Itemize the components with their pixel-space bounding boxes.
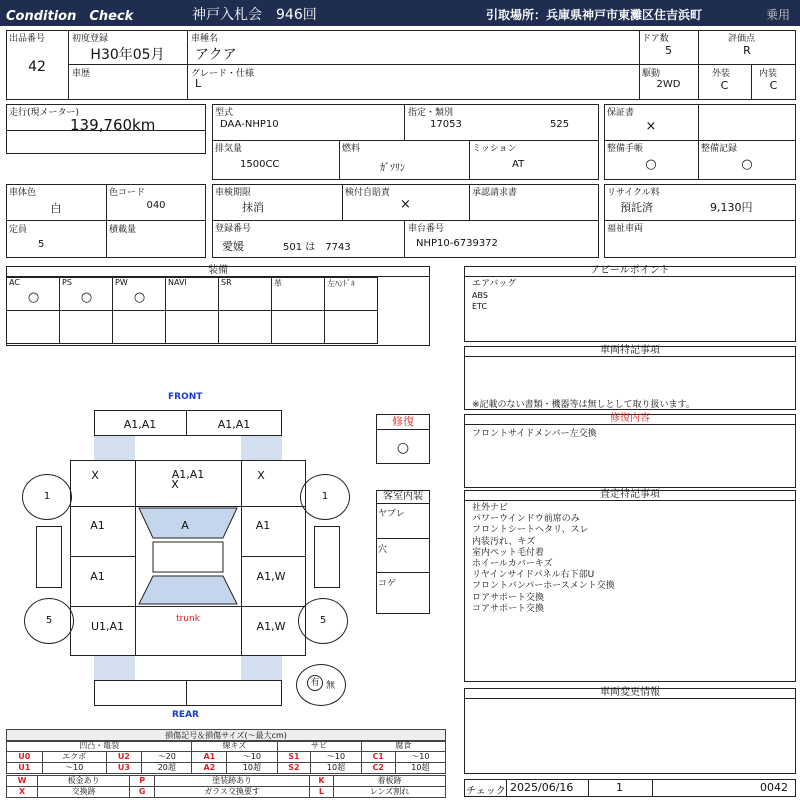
repair-content-text: フロントサイドメンバー左交換 [472, 429, 597, 439]
equip-value: ○ [133, 290, 146, 305]
legend-code: S2 [277, 763, 311, 774]
legend-code: U2 [106, 752, 142, 763]
car-name-label: 車種名 [191, 34, 219, 44]
equip-cell [112, 277, 166, 311]
check-date: 2025/06/16 [510, 781, 574, 794]
inspection-value: 抹消 [242, 201, 264, 214]
recycle-label: リサイクル料 [607, 188, 660, 198]
equip-label: SR [221, 278, 232, 287]
rear-label: REAR [172, 710, 199, 720]
appeal-title: アピールポイント [464, 266, 796, 277]
legend-table [6, 740, 446, 774]
equip-label: NAVI [168, 278, 187, 287]
repair-content-title: 修復内容 [464, 414, 796, 425]
insurance-label: 検付自賠責 [345, 188, 391, 198]
legend-code: L [309, 787, 333, 798]
equip-cell [218, 277, 272, 311]
interior-title: 客室内装 [376, 490, 430, 504]
front-label: FRONT [168, 392, 203, 402]
inspection-notes-title: 査定特記事項 [464, 490, 796, 501]
capacity-label: 定員 [9, 225, 28, 235]
equip-cell [6, 277, 60, 311]
mileage-label: 走行(現メーター) [9, 108, 80, 118]
first-reg-label: 初度登録 [72, 34, 109, 44]
category: 乗用 [766, 8, 791, 22]
rear-door-right-damage: A1,W [256, 570, 286, 583]
special-note: ※記載のない書類・機器等は無しとして取り扱います。 [472, 400, 695, 410]
check-label: チェック [466, 786, 506, 797]
legend-group: サビ [277, 741, 361, 752]
manual-value: ○ [645, 157, 657, 172]
pickup-location: 引取場所：兵庫県神戸市東灘区住吉浜町 [486, 8, 703, 22]
front-door-left-damage: A1 [90, 519, 105, 532]
special-title: 車両特記事項 [464, 346, 796, 357]
legend-desc: ～10 [395, 752, 445, 763]
legend-code: G [130, 787, 155, 798]
chassis-label: 車台番号 [408, 224, 445, 234]
windshield-damage: A [181, 519, 189, 532]
equip-cell-empty [165, 310, 219, 344]
mission-label: ミッション [472, 144, 517, 154]
legend-code: A2 [192, 763, 227, 774]
legend-desc: ～10 [227, 752, 277, 763]
legend-desc: 交換跡 [38, 787, 130, 798]
manual-label: 整備手帳 [607, 144, 644, 154]
wheel-front-right: 1 [300, 474, 350, 520]
inspection-note-line: 室内ペット毛付着 [472, 547, 545, 558]
change-info-box [464, 688, 796, 774]
legend-desc: 10超 [311, 763, 361, 774]
change-info-title: 車両変更情報 [464, 688, 796, 699]
appeal-line: ABS [472, 291, 488, 300]
equip-cell-empty [271, 310, 325, 344]
fender-right-damage: X [257, 469, 265, 482]
mileage-value: 139,760km [70, 116, 156, 134]
legend-desc: 10超 [395, 763, 445, 774]
hood-damage: A1,A1 [171, 468, 205, 481]
equipment-title: 装備 [6, 266, 430, 277]
equip-cell-empty [59, 310, 113, 344]
legend-code: W [7, 776, 38, 787]
inspection-label: 車検期限 [215, 188, 252, 198]
fuel-value: ｶﾞｿﾘﾝ [380, 163, 405, 174]
equip-label: PW [115, 278, 128, 287]
spec-value1: 17053 [430, 119, 462, 130]
grade-label: グレード・仕様 [191, 69, 255, 79]
header-title: Condition Check [6, 9, 134, 24]
equip-cell [165, 277, 219, 311]
warranty-value: × [645, 119, 657, 134]
legend-desc: ～10 [311, 752, 361, 763]
equip-cell-empty [6, 310, 60, 344]
legend-code: X [7, 787, 38, 798]
car-name-value: アクア [195, 47, 237, 63]
mission-value: AT [512, 159, 525, 170]
legend-group: 線キズ [192, 741, 277, 752]
appeal-line: ETC [472, 302, 488, 311]
spec-label: 指定・類別 [408, 108, 454, 118]
equip-label: 左ﾊﾝﾄﾞﾙ [327, 279, 355, 288]
displacement-value: 1500CC [240, 159, 280, 170]
wheel-rear-right: 5 [298, 598, 348, 644]
interior-item-burn: コゲ [378, 579, 397, 589]
hood-mark: X [171, 478, 179, 491]
equip-value: ○ [27, 290, 40, 305]
auction-name: 神戸入札会 946回 [192, 7, 317, 23]
inspection-note-line: フロントバンパーホースメント交換 [472, 581, 615, 592]
plate-label: 登録番号 [215, 224, 252, 234]
equip-label: AC [9, 278, 20, 287]
capacity-value: 5 [38, 239, 45, 250]
record-label: 整備記録 [701, 144, 738, 154]
inspection-note-line: リヤインサイドパネル右下部U [472, 570, 595, 581]
legend-desc: ～20 [142, 752, 192, 763]
doors-label: ドア数 [642, 34, 669, 44]
quarter-left-damage: U1,A1 [90, 620, 125, 633]
fender-left-damage: X [91, 469, 99, 482]
repair-title: 修復 [376, 414, 430, 430]
equip-cell-empty [112, 310, 166, 344]
ext-label: 外装 [712, 69, 731, 79]
plate-pref: 愛媛 [222, 240, 244, 253]
inspection-note-line: フロントシートヘタリ、スレ [472, 525, 589, 536]
score-label: 評価点 [728, 34, 756, 44]
chassis-value: NHP10-6739372 [416, 238, 498, 249]
equip-label: 革 [274, 279, 282, 288]
spare-tire-none: 無 [326, 681, 336, 691]
legend-desc: 20超 [142, 763, 192, 774]
check-num: 1 [616, 781, 623, 794]
wheel-rear-left: 5 [24, 598, 74, 644]
spec-value2: 525 [550, 119, 570, 130]
history-label: 車歴 [72, 69, 91, 79]
inspection-note-line: コアサポート交換 [472, 603, 545, 614]
legend-group: 腐食 [361, 741, 445, 752]
legend-code: U0 [7, 752, 43, 763]
lot-label: 出品番号 [9, 34, 46, 44]
equip-cell-empty [218, 310, 272, 344]
repair-value: ○ [396, 440, 410, 456]
approval-label: 承認請求書 [472, 188, 518, 198]
inspection-note-line: ホイールカバーキズ [472, 559, 553, 570]
legend-desc: エクボ [42, 752, 106, 763]
spare-tire-yes: 有 [307, 675, 323, 691]
legend-desc: 塗装跡あり [155, 776, 310, 787]
drive-value: 2WD [656, 79, 681, 90]
quarter-right-damage: A1,W [256, 620, 286, 633]
equip-cell-empty [324, 310, 378, 344]
header-bar [0, 0, 800, 26]
appeal-line: エアバッグ [472, 279, 517, 289]
load-label: 積載量 [109, 225, 137, 235]
ext-value: C [720, 79, 729, 92]
legend-desc: レンズ割れ [334, 787, 446, 798]
legend-desc: 板金あり [38, 776, 130, 787]
legend-code: K [309, 776, 333, 787]
bumper-front-left-damage: A1,A1 [123, 418, 157, 431]
equip-label: PS [62, 278, 72, 287]
recycle-status: 預託済 [620, 201, 653, 214]
legend-title: 損傷記号＆損傷サイズ(～最大cm) [6, 729, 446, 742]
color-code-value: 040 [146, 200, 166, 211]
legend-code: P [130, 776, 155, 787]
legend-code: C2 [361, 763, 395, 774]
model-value: DAA-NHP10 [220, 119, 279, 130]
inspection-note-line: パワーウインドウ前席のみ [472, 514, 580, 525]
doors-value: 5 [665, 44, 672, 57]
check-code: 0042 [760, 781, 788, 794]
plate-num: 501 は 7743 [283, 242, 351, 253]
color-label: 車体色 [9, 188, 37, 198]
inspection-notes-lines [472, 503, 615, 615]
wheel-front-left: 1 [22, 474, 72, 520]
legend-group: 凹凸・亀裂 [7, 741, 192, 752]
legend-code: C1 [361, 752, 395, 763]
welfare-label: 福祉車両 [607, 224, 644, 234]
bumper-front-right-damage: A1,A1 [217, 418, 251, 431]
int-label: 内装 [759, 69, 778, 79]
color-code-label: 色コード [109, 188, 146, 198]
inspection-note-line: 内装汚れ、キズ [472, 536, 536, 547]
color-value: 白 [50, 202, 62, 215]
recycle-value: 9,130円 [710, 201, 753, 214]
inspection-note-line: ロアサポート交換 [472, 592, 545, 603]
legend-code: A1 [192, 752, 227, 763]
grade-value: L [195, 77, 202, 90]
trunk-label: trunk [176, 614, 200, 624]
front-door-right-damage: A1 [255, 519, 271, 532]
fuel-label: 燃料 [342, 144, 361, 154]
legend-code: U1 [7, 763, 43, 774]
first-reg-value: H30年05月 [90, 47, 165, 63]
interior-item-hole: 穴 [378, 545, 388, 555]
lot-value: 42 [28, 59, 46, 75]
appeal-lines [472, 279, 516, 312]
legend-desc: 着板跡 [334, 776, 446, 787]
drive-label: 駆動 [642, 69, 661, 79]
insurance-value: × [400, 197, 411, 212]
legend-desc: ～10 [42, 763, 106, 774]
inspection-note-line: 社外ナビ [472, 503, 509, 513]
rear-bumper [94, 680, 282, 706]
equip-value: ○ [80, 290, 93, 305]
score-value: R [743, 44, 751, 57]
legend-table-2 [6, 775, 446, 798]
equip-cell [271, 277, 325, 311]
interior-item-tear: ヤブレ [378, 509, 405, 519]
legend-desc: 10超 [227, 763, 277, 774]
warranty-label: 保証書 [607, 108, 635, 118]
rear-door-left-damage: A1 [90, 570, 105, 583]
displacement-label: 排気量 [215, 144, 243, 154]
legend-desc: ガラス交換要す [155, 787, 310, 798]
legend-code: U3 [106, 763, 142, 774]
equip-cell [59, 277, 113, 311]
legend-code: S1 [277, 752, 311, 763]
record-value: ○ [741, 157, 753, 172]
equip-cell [324, 277, 378, 311]
model-label: 型式 [215, 108, 234, 118]
int-value: C [769, 79, 778, 92]
